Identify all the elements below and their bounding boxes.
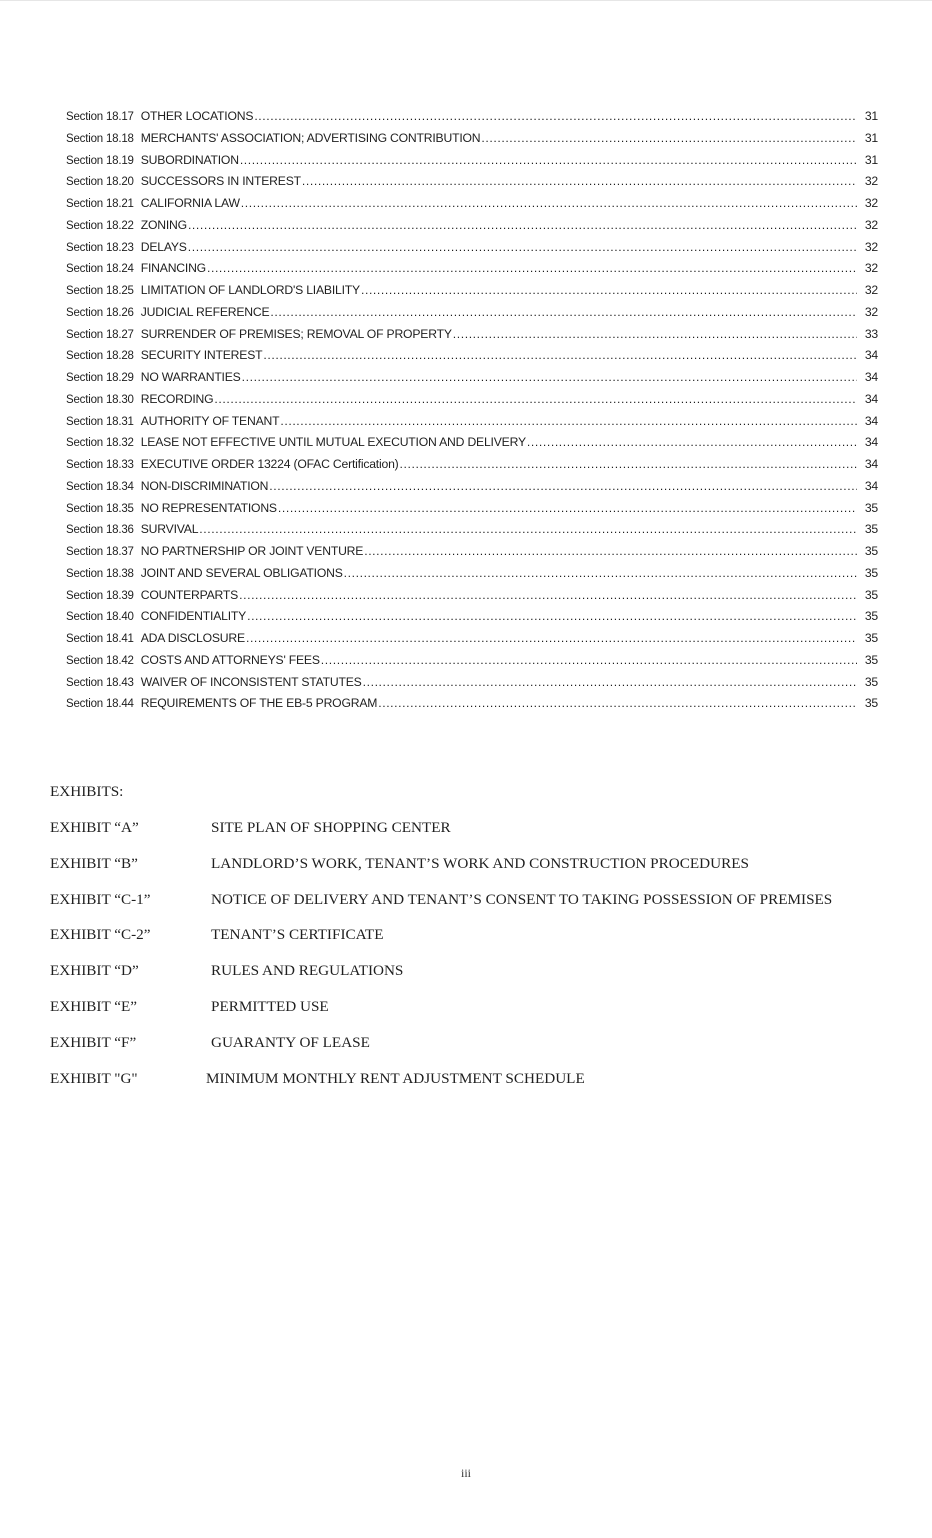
toc-section-number: Section 18.37	[66, 546, 134, 558]
toc-section-number: Section 18.44	[66, 698, 134, 711]
exhibits-heading: EXHIBITS:	[50, 783, 124, 800]
toc-entry	[66, 258, 878, 280]
toc-entry	[66, 106, 878, 128]
toc-section-number: Section 18.40	[66, 611, 134, 624]
toc-section-number: Section 18.33	[66, 459, 134, 471]
toc-dot-leader	[270, 302, 857, 324]
exhibits-section	[50, 781, 890, 1103]
toc-section-title: RECORDING	[140, 391, 214, 406]
toc-section-number: Section 18.19	[66, 154, 134, 167]
toc-page-number: 35	[864, 544, 878, 558]
toc-section-number: Section 18.17	[66, 111, 134, 123]
exhibit-row	[50, 960, 890, 996]
toc-page-number: 32	[864, 174, 878, 189]
toc-entry	[66, 432, 878, 454]
toc-section-title: NO WARRANTIES	[140, 370, 241, 384]
toc-page-number: 32	[864, 261, 878, 276]
toc-section-number: Section 18.34	[66, 480, 134, 493]
toc-section-title: ADA DISCLOSURE	[140, 631, 245, 645]
toc-section-number: Section 18.24	[66, 263, 134, 276]
toc-page-number: 35	[864, 565, 878, 580]
toc-dot-leader	[453, 324, 857, 346]
toc-section-title: CALIFORNIA LAW	[140, 196, 240, 210]
toc-page-number: 31	[864, 109, 878, 123]
exhibit-description: SITE PLAN OF SHOPPING CENTER	[211, 819, 451, 836]
toc-section-number: Section 18.22	[66, 219, 134, 232]
toc-section-number: Section 18.39	[66, 589, 134, 602]
exhibit-description: LANDLORD’S WORK, TENANT’S WORK AND CONSTRUCTION PROCEDURES	[211, 854, 749, 872]
toc-entry	[66, 280, 878, 302]
toc-section-title: JOINT AND SEVERAL OBLIGATIONS	[140, 565, 343, 580]
toc-section-title: AUTHORITY OF TENANT	[140, 413, 280, 428]
toc-page-number: 34	[864, 478, 878, 493]
toc-dot-leader	[269, 476, 857, 498]
toc-dot-leader	[263, 345, 857, 367]
toc-page-number: 35	[864, 587, 878, 602]
toc-entry	[66, 128, 878, 150]
toc-dot-leader	[363, 672, 857, 694]
toc-dot-leader	[240, 150, 857, 172]
scan-top-edge	[0, 0, 932, 1]
toc-dot-leader	[321, 650, 857, 672]
toc-entry	[66, 498, 878, 520]
toc-section-title: CONFIDENTIALITY	[140, 609, 247, 624]
toc-dot-leader	[242, 367, 857, 389]
toc-entry	[66, 324, 878, 346]
exhibit-description: PERMITTED USE	[211, 997, 329, 1015]
toc-section-title: OTHER LOCATIONS	[140, 109, 254, 123]
toc-page-number: 33	[864, 326, 878, 341]
toc-section-title: EXECUTIVE ORDER 13224 (OFAC Certification)	[140, 457, 399, 471]
toc-dot-leader	[247, 606, 857, 628]
table-of-contents	[66, 106, 878, 715]
toc-section-title: REQUIREMENTS OF THE EB-5 PROGRAM	[140, 696, 378, 711]
toc-page-number: 35	[864, 631, 878, 645]
toc-dot-leader	[239, 585, 857, 607]
toc-entry	[66, 215, 878, 237]
exhibit-label: EXHIBIT “D”	[50, 962, 139, 980]
toc-section-number: Section 18.20	[66, 176, 134, 189]
toc-dot-leader	[344, 563, 857, 585]
exhibit-label: EXHIBIT “B”	[50, 854, 138, 872]
toc-page-number: 32	[864, 283, 878, 297]
toc-section-title: MERCHANTS' ASSOCIATION; ADVERTISING CONTRIBUTION	[140, 130, 481, 145]
toc-dot-leader	[241, 193, 857, 215]
toc-section-title: FINANCING	[140, 261, 206, 276]
toc-section-title: SUCCESSORS IN INTEREST	[140, 174, 301, 189]
toc-section-number: Section 18.42	[66, 654, 134, 667]
toc-section-title: DELAYS	[140, 239, 187, 254]
toc-entry	[66, 606, 878, 628]
toc-section-title: COSTS AND ATTORNEYS' FEES	[140, 652, 320, 667]
toc-page-number: 34	[864, 457, 878, 471]
toc-page-number: 35	[864, 674, 878, 689]
toc-section-title: NO PARTNERSHIP OR JOINT VENTURE	[140, 544, 364, 558]
exhibit-label: EXHIBIT “E”	[50, 997, 138, 1015]
toc-dot-leader	[364, 541, 857, 563]
toc-section-number: Section 18.43	[66, 676, 134, 689]
exhibit-description: RULES AND REGULATIONS	[211, 962, 404, 980]
toc-page-number: 35	[864, 652, 878, 667]
toc-page-number: 32	[864, 196, 878, 210]
exhibit-description: MINIMUM MONTHLY RENT ADJUSTMENT SCHEDULE	[206, 1069, 585, 1087]
toc-dot-leader	[278, 498, 857, 520]
toc-section-number: Section 18.27	[66, 328, 134, 341]
exhibit-row	[50, 996, 890, 1032]
toc-entry	[66, 519, 878, 541]
toc-section-title: NON-DISCRIMINATION	[140, 478, 269, 493]
toc-section-number: Section 18.38	[66, 567, 134, 580]
toc-page-number: 31	[864, 152, 878, 167]
toc-page-number: 35	[864, 609, 878, 624]
toc-entry	[66, 693, 878, 715]
exhibit-label: EXHIBIT "G"	[50, 1069, 138, 1087]
toc-entry	[66, 193, 878, 215]
toc-dot-leader	[246, 628, 857, 650]
exhibits-list	[50, 817, 890, 1103]
toc-page-number: 34	[864, 413, 878, 428]
toc-entry	[66, 563, 878, 585]
toc-section-title: WAIVER OF INCONSISTENT STATUTES	[140, 674, 362, 689]
toc-entry	[66, 411, 878, 433]
toc-entry	[66, 345, 878, 367]
exhibit-row	[50, 889, 890, 925]
toc-section-number: Section 18.29	[66, 372, 134, 384]
exhibit-label: EXHIBIT “C-2”	[50, 926, 151, 944]
toc-section-title: JUDICIAL REFERENCE	[140, 304, 270, 319]
toc-entry	[66, 628, 878, 650]
toc-section-title: SURVIVAL	[140, 522, 199, 537]
toc-section-number: Section 18.30	[66, 393, 134, 406]
exhibit-description: NOTICE OF DELIVERY AND TENANT’S CONSENT TO TAKING POSSESSION OF PREMISES	[211, 890, 833, 908]
toc-entry	[66, 389, 878, 411]
exhibit-description: TENANT’S CERTIFICATE	[211, 926, 384, 944]
toc-dot-leader	[280, 411, 857, 433]
toc-entry	[66, 454, 878, 476]
toc-dot-leader	[378, 693, 857, 715]
toc-section-number: Section 18.35	[66, 502, 134, 515]
toc-dot-leader	[481, 128, 857, 150]
toc-section-title: LEASE NOT EFFECTIVE UNTIL MUTUAL EXECUTION AND DELIVERY	[140, 435, 526, 450]
toc-page-number: 34	[864, 370, 878, 384]
exhibit-row	[50, 853, 890, 889]
toc-entry	[66, 476, 878, 498]
toc-section-title: COUNTERPARTS	[140, 587, 239, 602]
toc-entry	[66, 237, 878, 259]
toc-section-number: Section 18.36	[66, 524, 134, 537]
exhibit-description: GUARANTY OF LEASE	[211, 1033, 370, 1051]
toc-page-number: 32	[864, 217, 878, 232]
toc-page-number: 35	[864, 500, 878, 515]
toc-page-number: 34	[864, 391, 878, 406]
toc-dot-leader	[254, 106, 857, 128]
toc-section-number: Section 18.41	[66, 633, 134, 645]
toc-page-number: 34	[864, 348, 878, 363]
toc-section-title: LIMITATION OF LANDLORD'S LIABILITY	[140, 283, 360, 297]
toc-section-title: SECURITY INTEREST	[140, 348, 263, 363]
toc-dot-leader	[527, 432, 857, 454]
toc-page-number: 32	[864, 239, 878, 254]
exhibit-row	[50, 1068, 890, 1104]
toc-section-number: Section 18.21	[66, 198, 134, 210]
toc-section-number: Section 18.31	[66, 415, 134, 428]
toc-section-title: NO REPRESENTATIONS	[140, 500, 277, 515]
toc-page-number: 32	[864, 304, 878, 319]
toc-section-title: SUBORDINATION	[140, 152, 239, 167]
exhibit-row	[50, 924, 890, 960]
toc-entry	[66, 302, 878, 324]
toc-entry	[66, 171, 878, 193]
toc-entry	[66, 541, 878, 563]
toc-dot-leader	[188, 215, 857, 237]
toc-page-number: 35	[864, 696, 878, 711]
toc-section-title: ZONING	[140, 217, 187, 232]
toc-section-number: Section 18.32	[66, 437, 134, 450]
toc-page-number: 34	[864, 435, 878, 450]
page-number: iii	[460, 1466, 471, 1480]
toc-dot-leader	[214, 389, 857, 411]
toc-dot-leader	[400, 454, 857, 476]
toc-dot-leader	[188, 237, 857, 259]
exhibit-label: EXHIBIT “A”	[50, 819, 139, 836]
toc-section-number: Section 18.28	[66, 350, 134, 363]
toc-dot-leader	[207, 258, 857, 280]
toc-section-number: Section 18.23	[66, 241, 134, 254]
toc-entry	[66, 672, 878, 694]
toc-page-number: 35	[864, 522, 878, 537]
toc-entry	[66, 650, 878, 672]
toc-page-number: 31	[864, 130, 878, 145]
toc-entry	[66, 367, 878, 389]
toc-dot-leader	[361, 280, 857, 302]
toc-section-number: Section 18.18	[66, 132, 134, 145]
toc-entry	[66, 585, 878, 607]
toc-dot-leader	[302, 171, 857, 193]
exhibit-row	[50, 1032, 890, 1068]
toc-dot-leader	[199, 519, 857, 541]
exhibit-label: EXHIBIT “F”	[50, 1033, 137, 1051]
exhibit-label: EXHIBIT “C-1”	[50, 890, 151, 908]
toc-section-title: SURRENDER OF PREMISES; REMOVAL OF PROPERTY	[140, 326, 452, 341]
toc-entry	[66, 150, 878, 172]
toc-section-number: Section 18.25	[66, 285, 134, 297]
exhibit-row	[50, 817, 890, 853]
toc-section-number: Section 18.26	[66, 306, 134, 319]
